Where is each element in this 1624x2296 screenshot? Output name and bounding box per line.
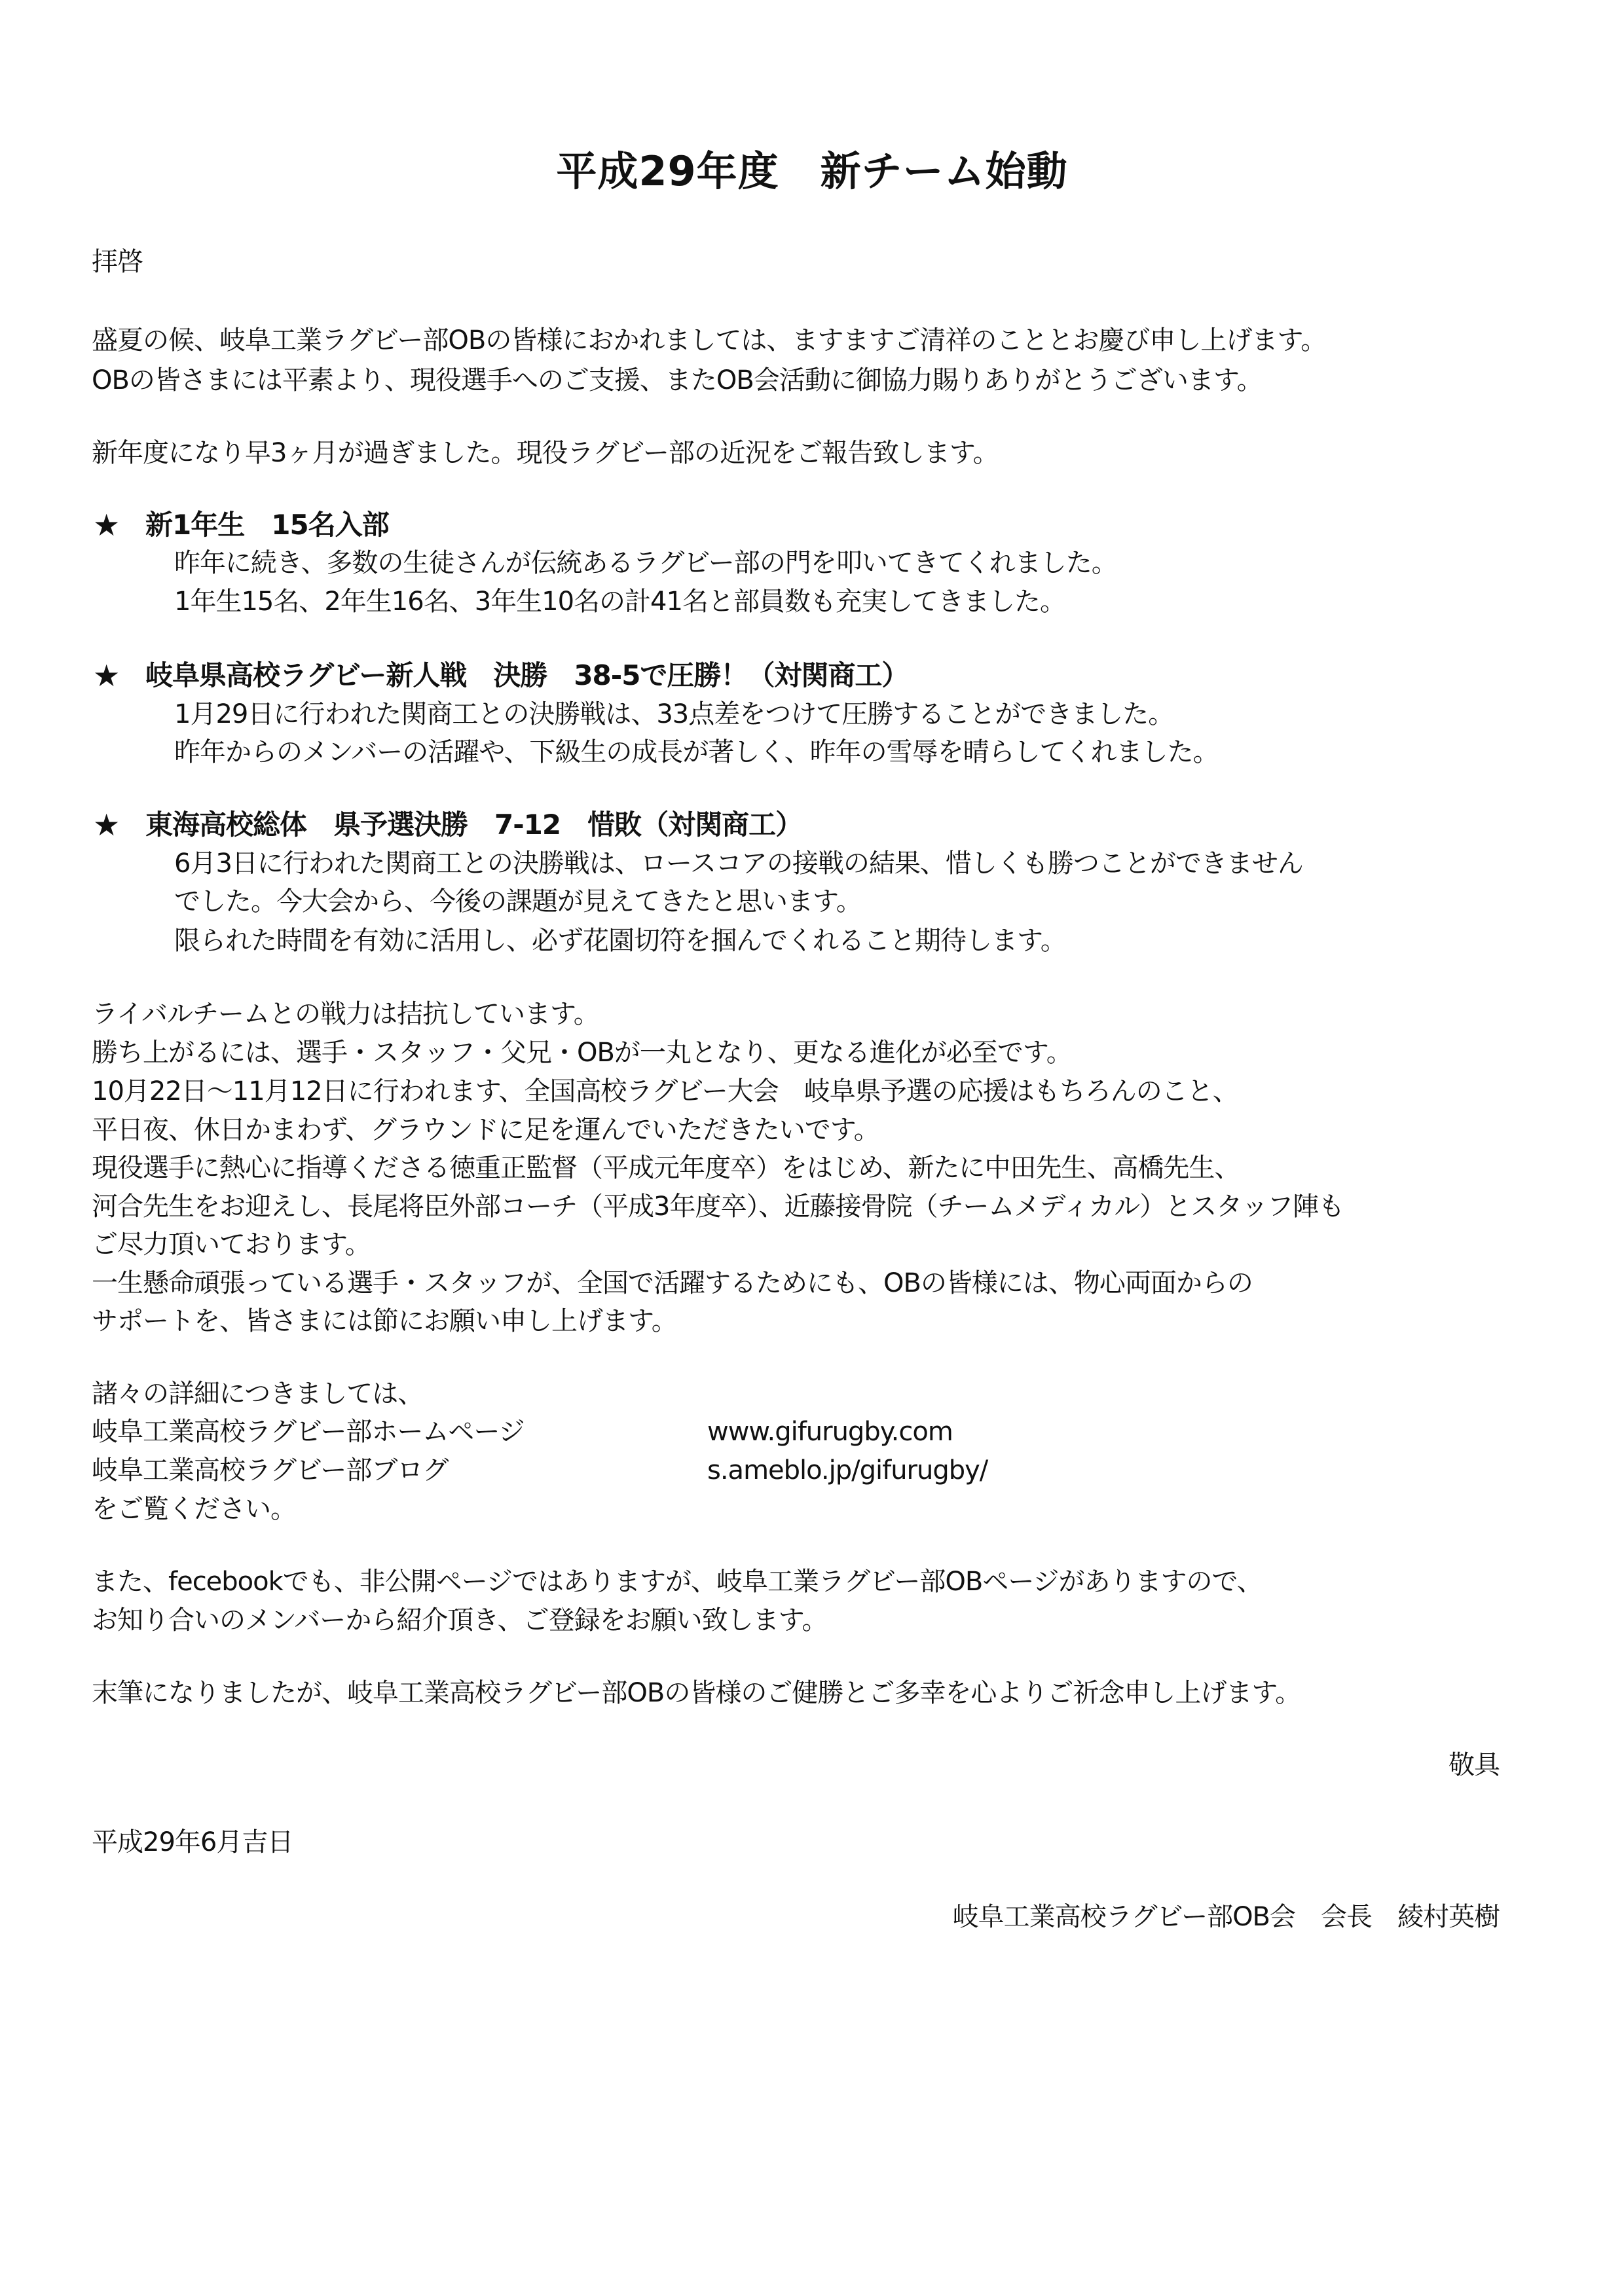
section-line: 1年生15名、2年生16名、3年生10名の計41名と部員数も充実してきました。 xyxy=(174,587,1065,617)
star-icon: ★ xyxy=(93,507,120,543)
section-line: 昨年からのメンバーの活躍や、下級生の成長が著しく、昨年の雪辱を晴らしてくれました。 xyxy=(174,737,1219,767)
details-intro: 諸々の詳細につきましては、 xyxy=(92,1379,424,1409)
body-line: 河合先生をお迎えし、長尾将臣外部コーチ（平成3年度卒）、近藤接骨院（チームメディカル）とスタッフ陣も xyxy=(92,1192,1344,1222)
facebook-line: お知り合いのメンバーから紹介頂き、ご登録をお願い致します。 xyxy=(92,1605,828,1635)
section-heading: 東海高校総体 県予選決勝 7-12 惜敗（対関商工） xyxy=(145,809,803,841)
section-line: 1月29日に行われた関商工との決勝戦は、33点差をつけて圧勝することができました。 xyxy=(174,699,1174,729)
section-heading: 岐阜県高校ラグビー新人戦 決勝 38-5で圧勝！（対関商工） xyxy=(145,659,909,691)
blog-label: 岐阜工業高校ラグビー部ブログ xyxy=(92,1455,449,1485)
section-line: でした。今大会から、今後の課題が見えてきたと思います。 xyxy=(174,886,862,917)
section-line: 6月3日に行われた関商工との決勝戦は、ロースコアの接戦の結果、惜しくも勝つことができません xyxy=(174,848,1303,879)
page-title: 平成29年度 新チーム始動 xyxy=(556,147,1068,195)
star-icon: ★ xyxy=(93,807,120,843)
body-line: 勝ち上がるには、選手・スタッフ・父兄・OBが一丸となり、更なる進化が必至です。 xyxy=(92,1038,1072,1068)
homepage-link[interactable]: www.gifurugby.com xyxy=(707,1417,953,1447)
section-heading: 新1年生 15名入部 xyxy=(145,509,389,541)
opening-salutation: 拝啓 xyxy=(92,247,143,277)
star-icon: ★ xyxy=(93,658,120,693)
body-line: ライバルチームとの戦力は拮抗しています。 xyxy=(92,999,599,1029)
body-line: サポートを、皆さまには節にお願い申し上げます。 xyxy=(92,1306,677,1336)
closing-word: 敬具 xyxy=(1449,1750,1500,1780)
section-line: 限られた時間を有効に活用し、必ず花園切符を掴んでくれること期待します。 xyxy=(174,926,1066,956)
body-line: 一生懸命頑張っている選手・スタッフが、全国で活躍するためにも、OBの皆様には、物心両面からの xyxy=(92,1268,1253,1298)
body-line: 10月22日～11月12日に行われます、全国高校ラグビー大会 岐阜県予選の応援はもちろんのこと、 xyxy=(92,1076,1238,1106)
homepage-label: 岐阜工業高校ラグビー部ホームページ xyxy=(92,1417,525,1447)
body-line: 平日夜、休日かまわず、グラウンドに足を運んでいただきたいです。 xyxy=(92,1115,879,1145)
blog-link[interactable]: s.ameblo.jp/gifurugby/ xyxy=(707,1455,988,1485)
letter-date: 平成29年6月吉日 xyxy=(92,1827,293,1857)
greeting-line: OBの皆さまには平素より、現役選手へのご支援、またOB会活動に御協力賜りありがとうございます。 xyxy=(92,365,1263,395)
details-outro: をご覧ください。 xyxy=(92,1494,296,1524)
body-line: 現役選手に熱心に指導くださる徳重正監督（平成元年度卒）をはじめ、新たに中田先生、高橋先生、 xyxy=(92,1153,1240,1183)
intro-text: 新年度になり早3ヶ月が過ぎました。現役ラグビー部の近況をご報告致します。 xyxy=(92,438,999,468)
facebook-line: また、fecebookでも、非公開ページではありますが、岐阜工業ラグビー部OBページがありますので、 xyxy=(92,1567,1263,1597)
section-line: 昨年に続き、多数の生徒さんが伝統あるラグビー部の門を叩いてきてくれました。 xyxy=(174,548,1117,578)
body-line: ご尽力頂いております。 xyxy=(92,1230,371,1260)
closing-wish: 末筆になりましたが、岐阜工業高校ラグビー部OBの皆様のご健勝とご多幸を心よりご祈念申し上げます。 xyxy=(92,1678,1301,1708)
greeting-line: 盛夏の候、岐阜工業ラグビー部OBの皆様におかれましては、ますますご清祥のこととお慶び申し上げます。 xyxy=(92,325,1327,355)
signature: 岐阜工業高校ラグビー部OB会 会長 綾村英樹 xyxy=(952,1902,1500,1932)
